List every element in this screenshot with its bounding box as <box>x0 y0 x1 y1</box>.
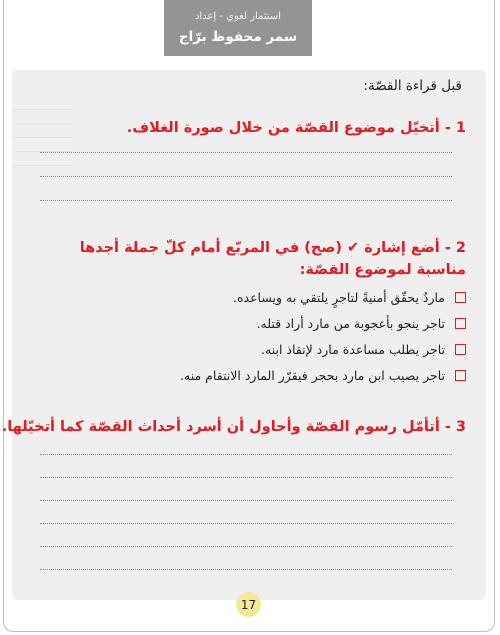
checkbox-option-2[interactable] <box>455 318 466 329</box>
question-2-title-part1: 2 - أضع إشارة <box>364 240 466 256</box>
answer-line-5[interactable] <box>40 477 452 478</box>
option-text-4: تاجر يصيب ابن مارد بحجر فيقرّر المارد الانتقام منه. <box>180 367 445 383</box>
question-3-title: 3 - أتأمّل رسوم القصّة وأحاول أن أسرد أحداث القصّة كما أتخيّلها. <box>1 419 466 435</box>
checkbox-option-3[interactable] <box>455 344 466 355</box>
background-faded-lines <box>12 96 72 176</box>
option-row-2[interactable] <box>257 313 466 333</box>
option-text-1: ماردٌ يحقّق أمنيةً لتاجرٍ يلتقي به ويساعده. <box>233 289 445 305</box>
content-area <box>12 70 486 600</box>
answer-line-8[interactable] <box>40 546 452 547</box>
answer-line-1[interactable] <box>40 152 452 153</box>
option-text-2: تاجر ينجو بأعجوبة من مارد أراد قتله. <box>256 315 445 331</box>
question-1-title: 1 - أتخيّل موضوع القصّة من خلال صورة الغلاف. <box>126 120 466 136</box>
header-author: سمر محفوظ برّاج <box>178 29 298 45</box>
answer-line-9[interactable] <box>40 569 452 570</box>
question-2-title <box>38 238 466 282</box>
answer-line-3[interactable] <box>40 200 452 201</box>
option-text-3: تاجر يطلب مساعدة مارد لإنقاذ ابنه. <box>261 341 445 357</box>
answer-line-6[interactable] <box>40 500 452 501</box>
option-row-3[interactable] <box>261 339 466 359</box>
section-heading: قبل قراءة القصّة: <box>363 78 462 94</box>
header-box <box>164 0 312 56</box>
checkbox-option-4[interactable] <box>455 370 466 381</box>
question-2-title-part2: (صح) في المربّع أمام كلّ جملة أجدها مناسبة لموضوع القصّة: <box>79 240 466 278</box>
answer-line-7[interactable] <box>40 523 452 524</box>
page-number: 17 <box>236 592 261 617</box>
answer-line-2[interactable] <box>40 176 452 177</box>
option-row-1[interactable] <box>233 287 466 307</box>
header-subtitle: استثمار لغوي - إعداد <box>194 11 282 22</box>
check-mark-icon: ✔ <box>347 240 360 256</box>
option-row-4[interactable] <box>180 365 466 385</box>
answer-line-4[interactable] <box>40 454 452 455</box>
checkbox-option-1[interactable] <box>455 292 466 303</box>
